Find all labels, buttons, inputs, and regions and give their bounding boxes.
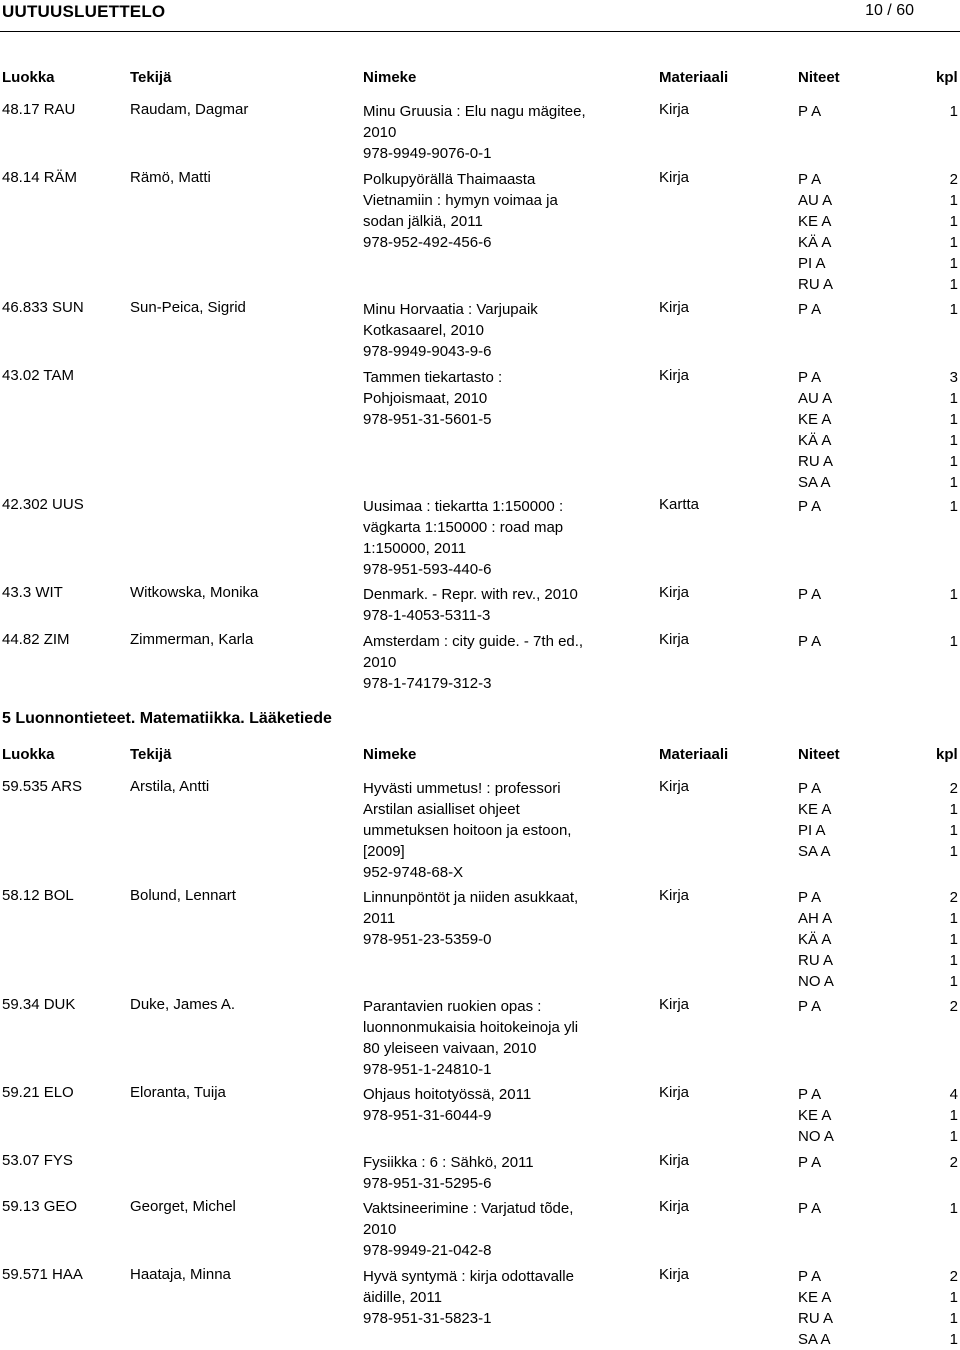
holding-count: 1: [949, 411, 958, 428]
entry-title-line: Ohjaus hoitotyössä, 2011: [363, 1086, 532, 1103]
holding-location: P A: [798, 498, 822, 515]
entry-title: [363, 1266, 618, 1329]
section-title: 5 Luonnontieteet. Matematiikka. Lääketiede: [2, 710, 332, 727]
column-headers: [0, 69, 960, 91]
entry-title: [363, 169, 618, 253]
holding-location: P A: [798, 889, 822, 906]
holding-location: KÄ A: [798, 432, 832, 449]
entry-title-line: 2010: [363, 124, 397, 141]
holding-count: 1: [949, 801, 958, 818]
holding-row: [798, 101, 958, 122]
holding-location: KE A: [798, 1107, 832, 1124]
entry-class: 59.571 HAA: [2, 1266, 83, 1283]
entry-material: Kirja: [659, 1152, 690, 1169]
holding-count: 1: [949, 453, 958, 470]
entry-title: [363, 778, 618, 883]
holding-location: P A: [798, 1200, 822, 1217]
entry-holdings: [798, 1198, 958, 1219]
holding-location: P A: [798, 998, 822, 1015]
entry-material: Kirja: [659, 299, 690, 316]
entry-class: 43.3 WIT: [2, 584, 63, 601]
entry-title-line: 978-951-31-5823-1: [363, 1310, 492, 1327]
entry-material: Kirja: [659, 1084, 690, 1101]
holding-row: [798, 778, 958, 799]
col-head-material: Materiaali: [659, 746, 729, 763]
holding-count: 2: [949, 171, 958, 188]
entry-class: 59.21 ELO: [2, 1084, 74, 1101]
holding-count: 2: [949, 998, 958, 1015]
entry-holdings: [798, 496, 958, 517]
entry-title-line: Tammen tiekartasto :: [363, 369, 503, 386]
holding-location: KÄ A: [798, 234, 832, 251]
entry-title-line: 978-951-593-440-6: [363, 561, 492, 578]
entry-title-line: 978-1-74179-312-3: [363, 675, 492, 692]
holding-row: [798, 367, 958, 388]
holding-location: KE A: [798, 1289, 832, 1306]
entry-title-line: Pohjoismaat, 2010: [363, 390, 488, 407]
entry-material: Kirja: [659, 778, 690, 795]
entry-title-line: 978-9949-21-042-8: [363, 1242, 492, 1259]
entry-title: [363, 631, 618, 694]
col-head-title: Nimeke: [363, 69, 417, 86]
entry-title-line: 978-951-31-6044-9: [363, 1107, 492, 1124]
holding-row: [798, 929, 958, 950]
holding-location: NO A: [798, 1128, 834, 1145]
entry-material: Kirja: [659, 887, 690, 904]
holding-count: 1: [949, 498, 958, 515]
holding-row: [798, 496, 958, 517]
column-headers: [0, 746, 960, 768]
col-head-title: Nimeke: [363, 746, 417, 763]
holding-row: [798, 1105, 958, 1126]
holding-count: 1: [949, 952, 958, 969]
holding-count: 3: [949, 369, 958, 386]
holding-count: 1: [949, 973, 958, 990]
holding-location: P A: [798, 103, 822, 120]
holding-location: P A: [798, 780, 822, 797]
holding-count: 2: [949, 1268, 958, 1285]
col-head-count: kpl: [936, 746, 958, 763]
holding-row: [798, 451, 958, 472]
holding-location: SA A: [798, 1331, 831, 1348]
entry-author: Witkowska, Monika: [130, 584, 259, 601]
holding-count: 1: [949, 1331, 958, 1348]
holding-count: 1: [949, 633, 958, 650]
holding-row: [798, 1287, 958, 1308]
holding-row: [798, 190, 958, 211]
entry-title: [363, 299, 618, 362]
entry-title-line: 1:150000, 2011: [363, 540, 467, 557]
entry-title: [363, 496, 618, 580]
holding-row: [798, 430, 958, 451]
holding-location: PI A: [798, 255, 826, 272]
entry-material: Kirja: [659, 584, 690, 601]
page-header: [0, 0, 960, 30]
col-head-material: Materiaali: [659, 69, 729, 86]
entry-class: 59.535 ARS: [2, 778, 83, 795]
holding-row: [798, 1152, 958, 1173]
holding-row: [798, 299, 958, 320]
entry-material: Kirja: [659, 1198, 690, 1215]
holding-location: KE A: [798, 411, 832, 428]
entry-class: 42.302 UUS: [2, 496, 84, 513]
entry-title-line: Kotkasaarel, 2010: [363, 322, 484, 339]
entry-holdings: [798, 299, 958, 320]
page-number: 10 / 60: [865, 2, 914, 19]
entry-title-line: Minu Horvaatia : Varjupaik: [363, 301, 538, 318]
entry-title: [363, 1152, 618, 1194]
holding-row: [798, 1308, 958, 1329]
entry-title-line: luonnonmukaisia hoitokeinoja yli: [363, 1019, 579, 1036]
holding-count: 2: [949, 889, 958, 906]
entry-title: [363, 101, 618, 164]
entry-class: 53.07 FYS: [2, 1152, 73, 1169]
entry-author: Bolund, Lennart: [130, 887, 236, 904]
entry-title-line: Vietnamiin : hymyn voimaa ja: [363, 192, 558, 209]
entry-material: Kirja: [659, 1266, 690, 1283]
entry-title: [363, 887, 618, 950]
holding-row: [798, 472, 958, 493]
entry-class: 48.14 RÄM: [2, 169, 78, 186]
entry-title-line: Arstilan asialliset ohjeet: [363, 801, 520, 818]
holding-count: 1: [949, 1128, 958, 1145]
entry-class: 43.02 TAM: [2, 367, 74, 384]
entry-title: [363, 996, 618, 1080]
entry-holdings: [798, 1266, 958, 1350]
holding-count: 1: [949, 432, 958, 449]
holding-count: 4: [949, 1086, 958, 1103]
holding-location: P A: [798, 369, 822, 386]
entry-holdings: [798, 996, 958, 1017]
entry-title-line: Hyvästi ummetus! : professori: [363, 780, 561, 797]
entry-title-line: 978-952-492-456-6: [363, 234, 492, 251]
holding-count: 1: [949, 474, 958, 491]
holding-row: [798, 631, 958, 652]
entry-material: Kirja: [659, 169, 690, 186]
holding-row: [798, 971, 958, 992]
holding-count: 1: [949, 103, 958, 120]
entry-material: Kirja: [659, 101, 690, 118]
entry-title-line: 978-9949-9043-9-6: [363, 343, 492, 360]
holding-location: RU A: [798, 453, 834, 470]
holding-row: [798, 1126, 958, 1147]
entry-holdings: [798, 584, 958, 605]
holding-count: 1: [949, 910, 958, 927]
holding-location: KÄ A: [798, 931, 832, 948]
holding-row: [798, 253, 958, 274]
holding-row: [798, 950, 958, 971]
holding-count: 2: [949, 780, 958, 797]
entry-title-line: Minu Gruusia : Elu nagu mägitee,: [363, 103, 586, 120]
entry-title-line: Uusimaa : tiekartta 1:150000 :: [363, 498, 564, 515]
entry-class: 44.82 ZIM: [2, 631, 70, 648]
holding-location: SA A: [798, 474, 831, 491]
holding-location: RU A: [798, 276, 834, 293]
entry-title-line: äidille, 2011: [363, 1289, 442, 1306]
col-head-count: kpl: [936, 69, 958, 86]
entry-holdings: [798, 1152, 958, 1173]
entry-title-line: Parantavien ruokien opas :: [363, 998, 542, 1015]
holding-count: 1: [949, 301, 958, 318]
entry-material: Kirja: [659, 996, 690, 1013]
holding-count: 1: [949, 586, 958, 603]
entry-title-line: 952-9748-68-X: [363, 864, 464, 881]
holding-location: AU A: [798, 192, 833, 209]
col-head-notes: Niteet: [798, 69, 840, 86]
holding-row: [798, 996, 958, 1017]
holding-row: [798, 584, 958, 605]
entry-title-line: 978-9949-9076-0-1: [363, 145, 492, 162]
holding-location: P A: [798, 633, 822, 650]
entry-material: Kirja: [659, 367, 690, 384]
holding-count: 1: [949, 931, 958, 948]
entry-class: 46.833 SUN: [2, 299, 84, 316]
holding-row: [798, 211, 958, 232]
entry-title-line: vägkarta 1:150000 : road map: [363, 519, 564, 536]
entry-title: [363, 1084, 618, 1126]
entry-class: 58.12 BOL: [2, 887, 74, 904]
holding-location: P A: [798, 1154, 822, 1171]
holding-row: [798, 274, 958, 295]
entry-holdings: [798, 778, 958, 862]
entry-title-line: 2010: [363, 1221, 397, 1238]
holding-row: [798, 169, 958, 190]
holding-row: [798, 409, 958, 430]
holding-location: P A: [798, 171, 822, 188]
col-head-class: Luokka: [2, 69, 55, 86]
entry-title-line: 978-951-1-24810-1: [363, 1061, 492, 1078]
holding-count: 1: [949, 213, 958, 230]
entry-title-line: [2009]: [363, 843, 405, 860]
entry-title-line: 978-1-4053-5311-3: [363, 607, 491, 624]
entry-title-line: Fysiikka : 6 : Sähkö, 2011: [363, 1154, 534, 1171]
holding-count: 1: [949, 1289, 958, 1306]
entry-material: Kirja: [659, 631, 690, 648]
holding-row: [798, 908, 958, 929]
col-head-notes: Niteet: [798, 746, 840, 763]
holding-location: PI A: [798, 822, 826, 839]
entry-author: Duke, James A.: [130, 996, 236, 1013]
holding-count: 1: [949, 234, 958, 251]
entry-title-line: 978-951-31-5601-5: [363, 411, 492, 428]
entry-author: Georget, Michel: [130, 1198, 236, 1215]
holding-count: 1: [949, 843, 958, 860]
holding-location: SA A: [798, 843, 831, 860]
holding-location: P A: [798, 586, 822, 603]
entry-holdings: [798, 367, 958, 493]
col-head-author: Tekijä: [130, 746, 172, 763]
col-head-class: Luokka: [2, 746, 55, 763]
holding-count: 1: [949, 255, 958, 272]
holding-count: 1: [949, 390, 958, 407]
holding-row: [798, 841, 958, 862]
holding-count: 1: [949, 1200, 958, 1217]
entry-title-line: Polkupyörällä Thaimaasta: [363, 171, 536, 188]
entry-author: Haataja, Minna: [130, 1266, 231, 1283]
holding-location: NO A: [798, 973, 834, 990]
holding-location: RU A: [798, 1310, 834, 1327]
entry-author: Zimmerman, Karla: [130, 631, 254, 648]
holding-location: P A: [798, 1268, 822, 1285]
entry-title: [363, 1198, 618, 1261]
col-head-author: Tekijä: [130, 69, 172, 86]
holding-location: P A: [798, 301, 822, 318]
entry-class: 59.13 GEO: [2, 1198, 78, 1215]
holding-location: KE A: [798, 213, 832, 230]
holding-row: [798, 1198, 958, 1219]
holding-count: 2: [949, 1154, 958, 1171]
entry-title-line: 2011: [363, 910, 396, 927]
holding-count: 1: [949, 192, 958, 209]
entry-title: [363, 584, 618, 626]
entry-title-line: Amsterdam : city guide. - 7th ed.,: [363, 633, 584, 650]
holding-row: [798, 887, 958, 908]
holding-row: [798, 388, 958, 409]
entry-holdings: [798, 169, 958, 295]
entry-holdings: [798, 1084, 958, 1147]
holding-location: AH A: [798, 910, 833, 927]
page-title: UUTUUSLUETTELO: [2, 2, 166, 21]
entry-holdings: [798, 631, 958, 652]
holding-location: RU A: [798, 952, 834, 969]
entry-title-line: ummetuksen hoitoon ja estoon,: [363, 822, 572, 839]
holding-row: [798, 799, 958, 820]
holding-row: [798, 820, 958, 841]
holding-row: [798, 1084, 958, 1105]
entry-title-line: 978-951-31-5295-6: [363, 1175, 492, 1192]
entry-title-line: Vaktsineerimine : Varjatud tõde,: [363, 1200, 574, 1217]
entry-author: Eloranta, Tuija: [130, 1084, 226, 1101]
entry-author: Raudam, Dagmar: [130, 101, 249, 118]
entry-class: 48.17 RAU: [2, 101, 76, 118]
entry-material: Kartta: [659, 496, 700, 513]
entry-author: Arstila, Antti: [130, 778, 210, 795]
holding-row: [798, 1329, 958, 1350]
entry-title-line: sodan jälkiä, 2011: [363, 213, 483, 230]
entry-title: [363, 367, 618, 430]
header-rule: [0, 31, 960, 32]
holding-count: 1: [949, 276, 958, 293]
entry-title-line: Hyvä syntymä : kirja odottavalle: [363, 1268, 574, 1285]
entry-author: Rämö, Matti: [130, 169, 211, 186]
entry-title-line: Denmark. - Repr. with rev., 2010: [363, 586, 578, 603]
holding-location: KE A: [798, 801, 832, 818]
entry-class: 59.34 DUK: [2, 996, 76, 1013]
holding-row: [798, 232, 958, 253]
entry-title-line: 2010: [363, 654, 397, 671]
entry-author: Sun-Peica, Sigrid: [130, 299, 246, 316]
entry-title-line: 80 yleiseen vaivaan, 2010: [363, 1040, 537, 1057]
entry-title-line: Linnunpöntöt ja niiden asukkaat,: [363, 889, 579, 906]
entry-title-line: 978-951-23-5359-0: [363, 931, 492, 948]
entry-holdings: [798, 101, 958, 122]
holding-row: [798, 1266, 958, 1287]
holding-location: P A: [798, 1086, 822, 1103]
holding-count: 1: [949, 822, 958, 839]
holding-location: AU A: [798, 390, 833, 407]
entry-holdings: [798, 887, 958, 992]
holding-count: 1: [949, 1310, 958, 1327]
holding-count: 1: [949, 1107, 958, 1124]
